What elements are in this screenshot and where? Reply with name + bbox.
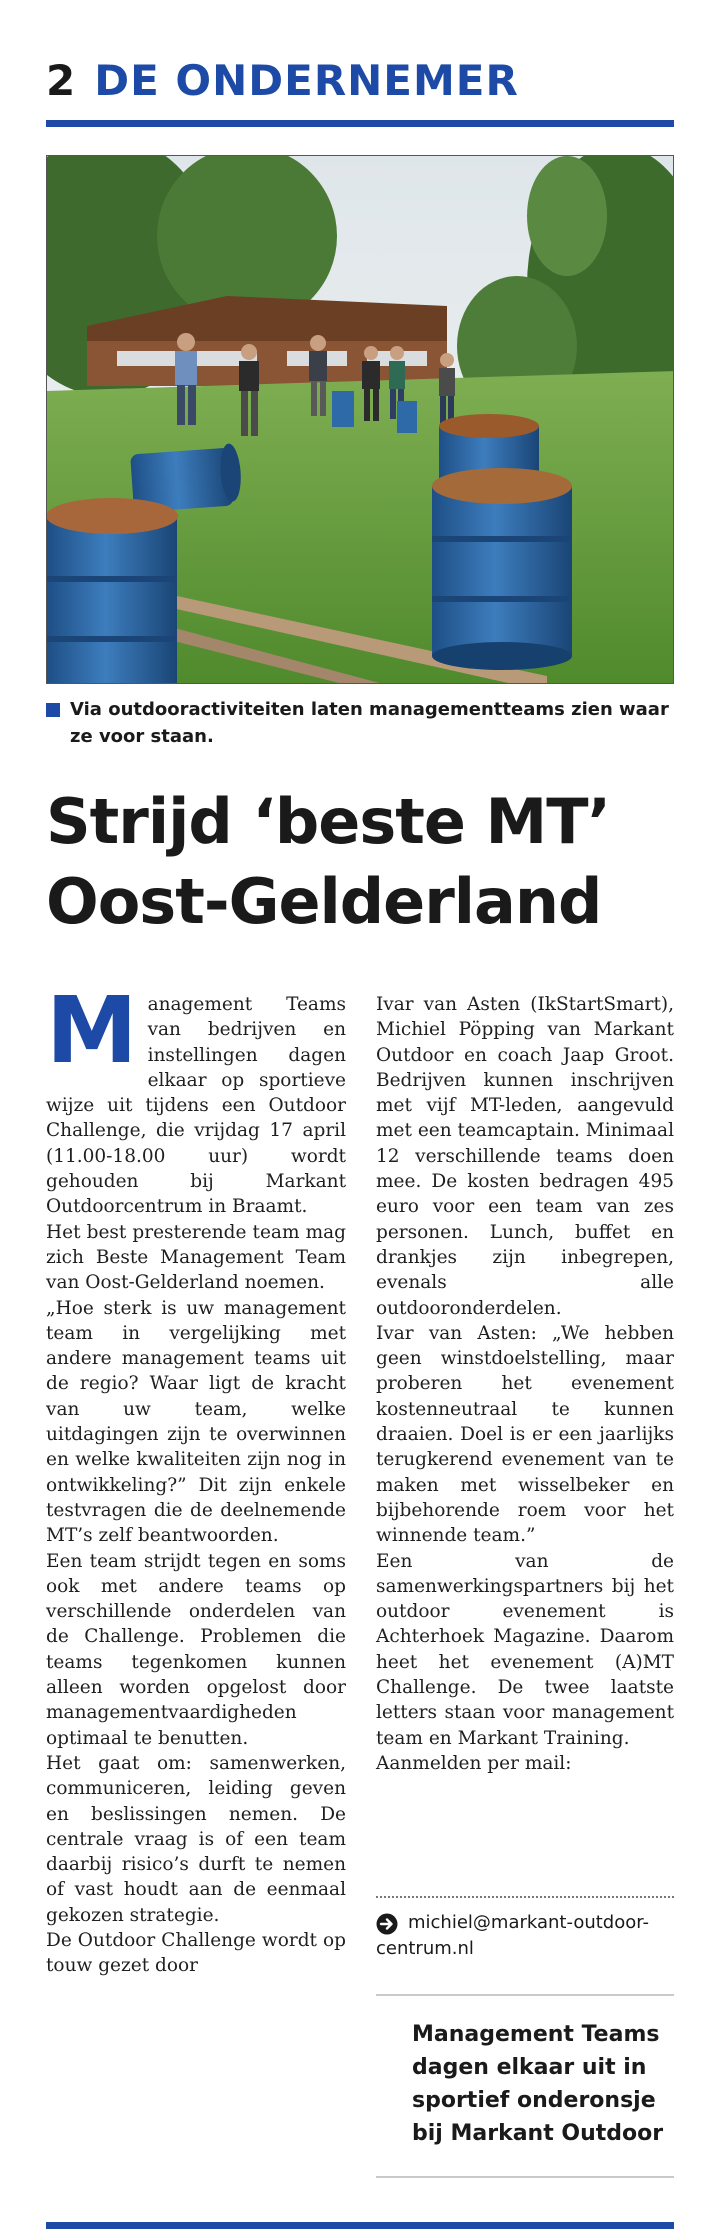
- article-column-left: [46, 977, 346, 1979]
- page-number: 2: [46, 55, 77, 105]
- caption-marker: [46, 703, 60, 717]
- headline-line-1: Strijd ‘beste MT’: [46, 785, 611, 858]
- drop-cap: M: [46, 977, 138, 1084]
- dotted-divider: [376, 1896, 674, 1898]
- headline-line-2: Oost-Gelderland: [46, 865, 602, 938]
- article-headline: [46, 782, 674, 942]
- paragraph: Het best presterende team mag zich Beste Management Team van Oost-Gelderland noemen.: [46, 1221, 346, 1294]
- contact-email[interactable]: [376, 1910, 674, 1962]
- footer-rule: [46, 2222, 674, 2229]
- paragraph: Aanmelden per mail:: [376, 1752, 572, 1774]
- paragraph: Ivar van Asten: „We hebben geen winstdoelstelling, maar proberen het evenement kostenneutraal te kunnen draaien. Doel is er een jaarlijks terugkerend evenement van te maken met wisselbeker en bijbehorende roem voor het winnende team.”: [376, 1322, 674, 1547]
- section-title: DE ONDERNEMER: [94, 55, 519, 105]
- header-rule: [46, 120, 674, 127]
- paragraph: „Hoe sterk is uw management team in vergelijking met andere management teams uit de regio? Waar ligt de kracht van uw team, welke uitdagingen zijn te overwinnen en welke kwaliteiten zijn nog in ontwikkeling?” Dit zijn enkele testvragen die de deelnemende MT’s zelf beantwoorden.: [46, 1297, 346, 1547]
- photo-caption: [46, 696, 674, 750]
- pullquote-top-rule: [376, 1994, 674, 1996]
- pullquote-line: sportief onderonsje: [412, 2088, 656, 2113]
- pullquote-bottom-rule: [376, 2176, 674, 2178]
- paragraph: Het gaat om: samenwerken, communiceren, leiding geven en beslissingen nemen. De centrale vraag is of een team daarbij risico’s durft te nemen of vast houdt aan de eenmaal gekozen strategie.: [46, 1752, 346, 1926]
- pullquote-line: dagen elkaar uit in: [412, 2055, 647, 2080]
- paragraph: De Outdoor Challenge wordt op touw gezet door: [46, 1929, 346, 1977]
- email-link-line-1[interactable]: michiel@markant-outdoor-: [408, 1912, 649, 1933]
- article-column-right: [376, 992, 674, 1776]
- paragraph: anagement Teams van bedrijven en instellingen dagen elkaar op sportieve wijze uit tijdens een Outdoor Challenge, die vrijdag 17 april (11.00-18.00 uur) wordt gehouden bij Markant Outdoorcentrum in Braamt.: [46, 994, 346, 1218]
- arrow-right-circle-icon: [376, 1913, 398, 1935]
- article-photo: [46, 155, 674, 684]
- paragraph: Een van de samenwerkingspartners bij het outdoor evenement is Achterhoek Magazine. Daarom heet het evenement (A)MT Challenge. De twee laatste letters staan voor management team en Markant Training.: [376, 1550, 674, 1749]
- caption-text: Via outdooractiviteiten laten managementteams zien waar ze voor staan.: [70, 699, 669, 747]
- page-header: [46, 52, 519, 108]
- pullquote-line: bij Markant Outdoor: [412, 2121, 664, 2146]
- pullquote: [412, 2018, 674, 2150]
- paragraph: Een team strijdt tegen en soms ook met andere teams op verschillende onderdelen van de Challenge. Problemen die teams tegenkomen kunnen alleen worden opgelost door managementvaardigheden optimaal te benutten.: [46, 1550, 346, 1749]
- pullquote-line: Management Teams: [412, 2022, 660, 2047]
- email-link-line-2[interactable]: centrum.nl: [376, 1938, 474, 1959]
- paragraph: Ivar van Asten (IkStartSmart), Michiel Pöpping van Markant Outdoor en coach Jaap Groot. Bedrijven kunnen inschrijven met vijf MT-leden, aangevuld met een teamcaptain. Minimaal 12 verschillende teams doen mee. De kosten bedragen 495 euro voor een team van zes personen. Lunch, buffet en drankjes zijn inbegrepen, evenals alle outdooronderdelen.: [376, 994, 674, 1319]
